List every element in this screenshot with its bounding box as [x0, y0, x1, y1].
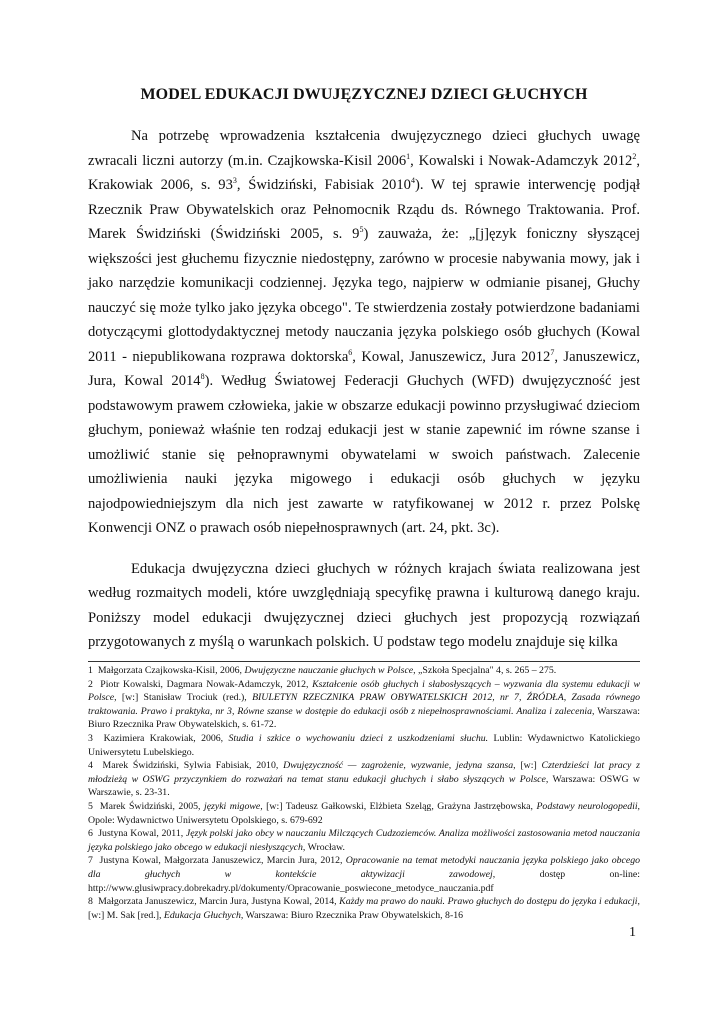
paragraph-1: Na potrzebę wprowadzenia kształcenia dwujęzycznego dzieci głuchych uwagę zwracali liczni autorzy (m.in. Czajkowska-Kisil 2006$^1$, Kowalski i Nowak-Adamczyk 2012$^2$, Krakowiak 2006, s. $93^3$, Świdziński, Fabisiak 2010$^4$). W tej sprawie interwencję podjął Rzecznik Praw Obywatelskich oraz Pełnomocnik Rządu ds. Równego Traktowania. Prof. Marek Świdziński (Świdziński 2005, s. $9^5$) zauważa, że: „[j]ęzyk foniczny słyszącej większości jest głuchemu fizycznie niedostępny, zarówno w procesie nabywania mowy, jak i jako narzędzie komunikacji codziennej. Języka tego, najpierw w odmianie pisanej, Głuchy nauczyć się może tylko jako języka obcego". Te stwierdzenia zostały potwierdzone badaniami dotyczącymi glottodydaktycznej metody nauczania języka polskiego osób głuchych (Kowal 2011 - niepublikowana rozprawa doktorska$^6$, Kowal, Januszewicz, Jura 2012$^7$, Januszewicz, Jura, Kowal 2014$^8$). Według Światowej Federacji Głuchych (WFD) dwujęzyczność jest podstawowym prawem człowieka, jakie w obszarze edukacji powinno przysługiwać dzieciom głuchym, ponieważ właśnie ten rodzaj edukacji jest w stanie zapewnić im równe szanse i umożliwić stanie się pełnoprawnymi obywatelami w swoich państwach. Zalecenie umożliwienia nauki języka migowego i edukacji osób głuchych w języku najodpowiedniejszym dla nich jest zawarte w ratyfikowanej w 2012 r. przez Polskę Konwencji ONZ o prawach osób niepełnosprawnych (art. 24, pkt. 3c). — [88, 128, 641, 536]
body-text — [88, 124, 640, 671]
footnote-ref-3[interactable]: 3 — [232, 176, 237, 186]
footnote: 6 Justyna Kowal, 2011, Język polski jako obcy w nauczaniu Milczących Cudzoziemców. Analiza możliwości zastosowania metod nauczania języka polskiego jako obcego w edukacji niesłyszących, Wrocław. — [88, 828, 640, 853]
footnote: 2 Piotr Kowalski, Dagmara Nowak-Adamczyk, 2012, Kształcenie osób głuchych i słabosłyszących – wyzwania dla systemu edukacji w Polsce, [w:] Stanisław Trociuk (red.), BIULETYN RZECZNIKA PRAW OBYWATELSKICH 2012, nr 7, ŹRÓDŁA, Zasada równego traktowania. Prawo i praktyka, nr 3, Równe szanse w dostępie do edukacji osób z niepełnosprawnościami. Analiza i zalecenia, Warszawa: Biuro Rzecznika Praw Obywatelskich, s. 61-72. — [88, 678, 641, 731]
page-number: 1 — [629, 925, 636, 940]
page-title: MODEL EDUKACJI DWUJĘZYCZNEJ DZIECI GŁUCHYCH — [140, 86, 588, 103]
footnotes — [88, 664, 640, 922]
footnote: 4 Marek Świdziński, Sylwia Fabisiak, 2010, Dwujęzyczność — zagrożenie, wyzwanie, jedyna szansa, [w:] Czterdzieści lat pracy z młodzieżą w OSWG przyczynkiem do rozważań na temat stanu edukacji głuchych i słabo słyszących w Polsce, Warszawa: OSWG w Warszawie, s. 23-31. — [88, 760, 640, 799]
footnote: 5 Marek Świdziński, 2005, języki migowe, [w:] Tadeusz Gałkowski, Elżbieta Szeląg, Grażyna Jastrzębowska, Podstawy neurologopedii, Opole: Wydawnictwo Uniwersytetu Opolskiego, s. 679-692 — [88, 800, 640, 826]
footnote: 7 Justyna Kowal, Małgorzata Januszewicz, Marcin Jura, 2012, Opracowanie na temat metodyki nauczania języka polskiego jako obcego dla głuchych w kontekście aktywizacji zawodowej, dostęp on-line: http://www.glusiwpracy.dobrekadry.pl/dokumenty/Opracowanie_poswiecone_metodyce_nauczania.pdf — [88, 855, 640, 894]
footnote-ref-7[interactable]: 7 — [550, 347, 555, 357]
footnote: 8 Małgorzata Januszewicz, Marcin Jura, Justyna Kowal, 2014, Każdy ma prawo do nauki. Prawo głuchych do dostępu do języka i edukacji, [w:] M. Sak [red.], Edukacja Głuchych, Warszawa: Biuro Rzecznika Praw Obywatelskich, 8-16 — [88, 896, 640, 921]
footnote-separator — [88, 661, 640, 662]
footnote-ref-4[interactable]: 4 — [410, 176, 415, 186]
footnote-ref-1[interactable]: 1 — [406, 151, 411, 161]
paragraph-2: Edukacja dwujęzyczna dzieci głuchych w różnych krajach świata realizowana jest według rozmaitych modeli, które uwzględniają specyfikę prawna i kulturową danego kraju. Poniższy model edukacji dwujęzycznej dzieci głuchych jest propozycją rozwiązań przygotowanych z myślą o warunkach polskich. U podstaw tego modelu znajduje się kilka — [88, 560, 640, 650]
footnote-ref-8[interactable]: 8 — [200, 372, 205, 382]
footnote: 1 Małgorzata Czajkowska-Kisil, 2006, Dwujęzyczne nauczanie głuchych w Polsce, „Szkoła Specjalna" 4, s. 265 – 275. — [88, 665, 557, 676]
footnote-ref-6[interactable]: 6 — [348, 347, 353, 357]
footnote-ref-2[interactable]: 2 — [632, 151, 637, 161]
footnote-ref-5[interactable]: 5 — [359, 225, 364, 235]
footnote: 3 Kazimiera Krakowiak, 2006, Studia i szkice o wychowaniu dzieci z uszkodzeniami słuchu. Lublin: Wydawnictwo Katolickiego Uniwersytetu Lubelskiego. — [88, 732, 640, 758]
